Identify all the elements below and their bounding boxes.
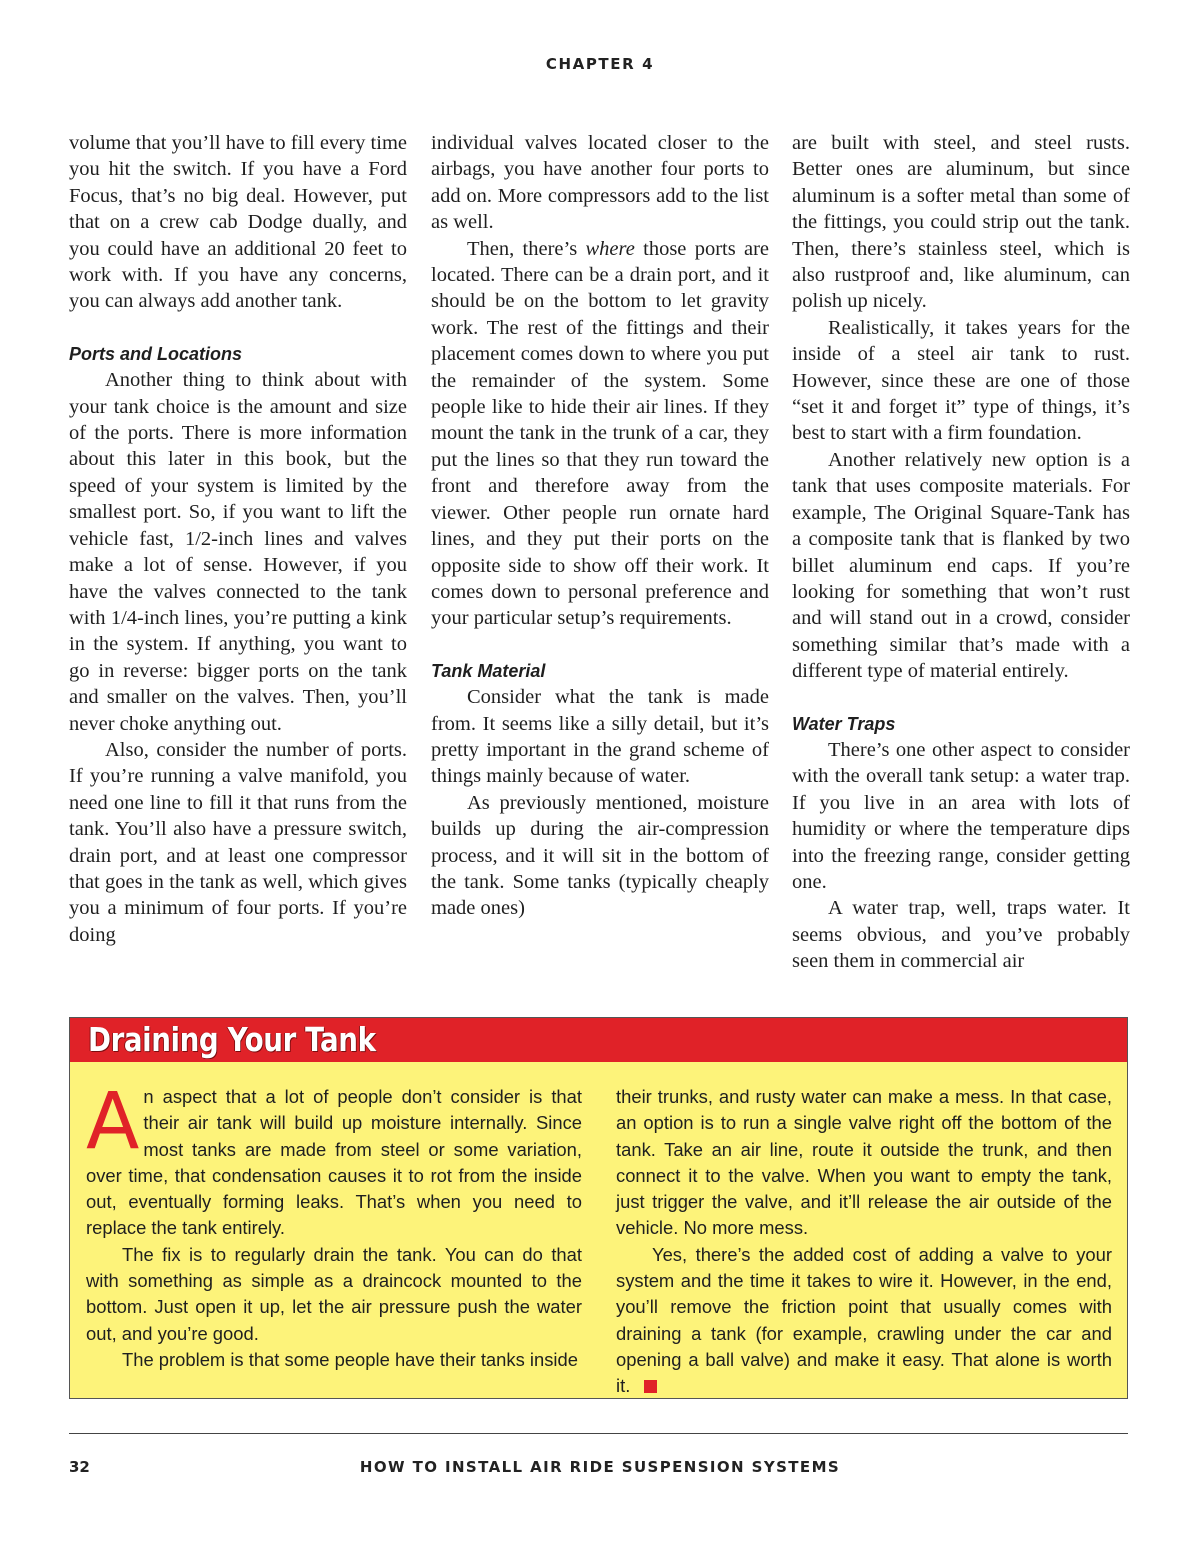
sidebar-column-2 (616, 1084, 1112, 1400)
text-column-2 (431, 130, 769, 1008)
text-column-3 (792, 130, 1130, 1008)
book-title: HOW TO INSTALL AIR RIDE SUSPENSION SYSTEMS (359, 1458, 841, 1476)
sidebar-title: Draining Your Tank (88, 1020, 376, 1059)
paragraph-text: Then, there’s (467, 237, 586, 260)
paragraph-text: those ports are located. There can be a drain port, and it should be on the bottom to let gravity work. The rest of the fittings and their placement comes down to where you put the remainder of the system. Some people like to hide their air lines. If they mount the tank in the trunk of a car, they put the lines so that they run toward the front and therefore away from the viewer. Other people run ornate hard lines, and they put their ports on the opposite side to show off their work. It comes down to personal preference and your particular setup’s requirements. (431, 237, 769, 630)
drop-cap: A (86, 1077, 140, 1167)
paragraph: Also, consider the number of ports. If you’re running a valve manifold, you need one line to fill it that runs from the tank. You’ll also have a pressure switch, drain port, and at least one compressor that goes in the tank as well, which gives you a minimum of four ports. If you’re doing (69, 738, 407, 946)
paragraph-text: n aspect that a lot of people don’t consider is that their air tank will build up moisture internally. Since most tanks are made from steel or some variation, over time, that condensation causes it to rot from the inside out, eventually forming leaks. That’s when you need to replace the tank entirely. (86, 1086, 582, 1239)
section-heading-material: Tank Material (431, 660, 546, 681)
sidebar-box (69, 1017, 1128, 1399)
paragraph: individual valves located closer to the airbags, you have another four ports to add on. More compressors add to the list as well. (431, 132, 769, 234)
paragraph: Another thing to think about with your tank choice is the amount and size of the ports. There is more information about this later in this book, but the speed of your system is limited by the smallest port. So, if you want to lift the vehicle fast, 1/2-inch lines and valves make a lot of sense. However, if you have the valves connected to the tank with 1/4-inch lines, you’re putting a kink in the system. If anything, you want to go in reverse: bigger ports on the tank and smaller on the valves. Then, you’ll never choke anything out. (69, 369, 407, 735)
chapter-heading: CHAPTER 4 (545, 55, 655, 73)
emphasis-text: where (585, 237, 635, 260)
paragraph: volume that you’ll have to fill every time you hit the switch. If you have a Ford Focus, that’s no big deal. However, put that on a crew cab Dodge dually, and you could have an additional 20 feet to work with. If you have any concerns, you can always add another tank. (69, 132, 407, 313)
paragraph: A water trap, well, traps water. It seems obvious, and you’ve probably seen them in commercial air (792, 897, 1130, 973)
paragraph: There’s one other aspect to consider with the overall tank setup: a water trap. If you live in an area with lots of humidity or where the temperature dips into the freezing range, consider getting one. (792, 738, 1130, 893)
paragraph-text: Yes, there’s the added cost of adding a valve to your system and the time it takes to wire it. However, in the end, you’ll remove the friction point that usually comes with draining a tank (for example, crawling under the car and opening a ball valve) and make it easy. That alone is worth it. (616, 1243, 1112, 1397)
paragraph: Another relatively new option is a tank that uses composite materials. For example, The Original Square-Tank has a composite tank that is flanked by two billet aluminum end caps. If you’re looking for something that won’t rust and will stand out in a crowd, consider something similar that’s made with a different type of material entirely. (792, 448, 1130, 683)
paragraph: The fix is to regularly drain the tank. You can do that with something as simple as a draincock mounted to the bottom. Just open it up, let the air pressure push the water out, and you’re good. (86, 1243, 582, 1344)
sidebar-header-bar (70, 1018, 1127, 1062)
section-heading-ports: Ports and Locations (69, 343, 243, 364)
section-heading-water-traps: Water Traps (792, 713, 896, 734)
text-column-1 (69, 130, 407, 1008)
paragraph (86, 1077, 582, 1242)
paragraph (431, 236, 769, 632)
paragraph: Consider what the tank is made from. It seems like a silly detail, but it’s pretty important in the grand scheme of things mainly because of water. (431, 686, 769, 788)
sidebar-column-1 (86, 1077, 582, 1373)
paragraph: The problem is that some people have their tanks inside (122, 1348, 578, 1370)
footer-divider (69, 1433, 1128, 1434)
paragraph: Realistically, it takes years for the inside of a steel air tank to rust. However, since these are one of those “set it and forget it” type of things, it’s best to start with a firm foundation. (792, 316, 1130, 445)
end-mark-square (644, 1380, 657, 1393)
page-number: 32 (69, 1458, 90, 1476)
paragraph: their trunks, and rusty water can make a mess. In that case, an option is to run a single valve right off the bottom of the tank. Take an air line, route it outside the trunk, and then connect it to the valve. When you want to empty the tank, just trigger the valve, and it’ll release the air outside of the vehicle. No more mess. (616, 1086, 1112, 1239)
paragraph (616, 1242, 1112, 1400)
paragraph: As previously mentioned, moisture builds up during the air-compression process, and it will sit in the bottom of the tank. Some tanks (typically cheaply made ones) (431, 791, 769, 920)
paragraph: are built with steel, and steel rusts. Better ones are aluminum, but since aluminum is a softer metal than some of the fittings, you could strip out the tank. Then, there’s stainless steel, which is also rustproof and, like aluminum, can polish up nicely. (792, 132, 1130, 313)
